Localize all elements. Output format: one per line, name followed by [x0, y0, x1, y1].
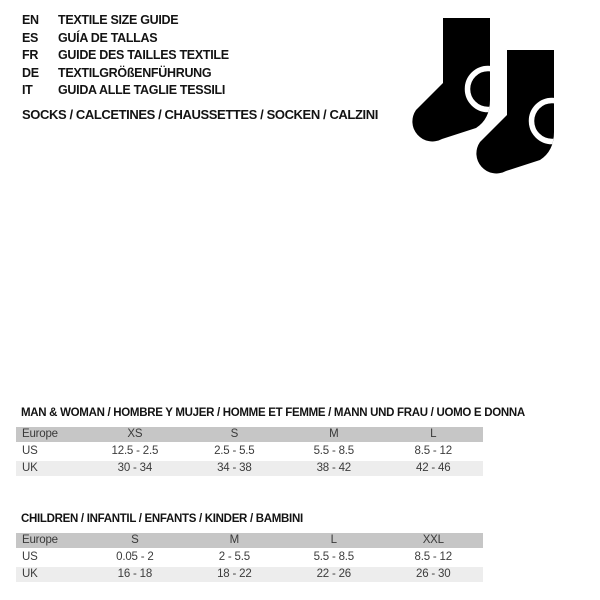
table-title-children: CHILDREN / INFANTIL / ENFANTS / KINDER / BAMBINI [21, 513, 303, 525]
cell-value: 22 - 26 [284, 567, 383, 582]
cell-value: 18 - 22 [185, 567, 284, 582]
size-table-children [16, 531, 483, 584]
table-header-row [16, 427, 483, 442]
socks-icon [408, 16, 558, 178]
language-row-it [22, 82, 229, 100]
language-code: EN [22, 13, 39, 27]
language-title: GUÍA DE TALLAS [58, 30, 158, 45]
column-header-s: S [185, 427, 284, 442]
language-title: GUIDA ALLE TAGLIE TESSILI [58, 83, 226, 98]
language-row-en [22, 12, 229, 30]
language-row-fr [22, 47, 229, 65]
row-label-us: US [22, 551, 38, 563]
language-code: FR [22, 48, 39, 63]
column-header-l: L [284, 533, 383, 548]
cell-value: 2.5 - 5.5 [214, 445, 255, 457]
table-row-uk [16, 567, 483, 582]
cell-value: 8.5 - 12 [414, 551, 452, 563]
size-table-man-woman [16, 425, 483, 478]
row-label-us: US [22, 445, 38, 457]
table-row-uk [16, 461, 483, 476]
cell-value: 26 - 30 [384, 567, 483, 582]
cell-value: 34 - 38 [185, 461, 284, 476]
language-title: GUIDE DES TAILLES TEXTILE [58, 48, 229, 63]
language-code: IT [22, 83, 33, 98]
column-header-europe: Europe [16, 533, 85, 548]
language-row-de [22, 65, 229, 83]
row-label-uk: UK [16, 461, 85, 476]
language-list [22, 12, 229, 100]
table-row-us [16, 444, 483, 459]
language-code: DE [22, 65, 39, 80]
column-header-xs: XS [85, 427, 184, 442]
cell-value: 0.05 - 2 [116, 551, 154, 563]
sock-back [412, 18, 508, 141]
section-children [16, 512, 483, 584]
column-header-m: M [185, 533, 284, 548]
language-code: ES [22, 30, 39, 45]
cell-value: 12.5 - 2.5 [111, 445, 159, 457]
cell-value: 42 - 46 [384, 461, 483, 476]
language-row-es [22, 30, 229, 48]
cell-value: 5.5 - 8.5 [313, 445, 354, 457]
language-title: TEXTILE SIZE GUIDE [58, 13, 179, 27]
category-title: SOCKS / CALCETINES / CHAUSSETTES / SOCKEN / CALZINI [22, 107, 378, 122]
cell-value: 30 - 34 [85, 461, 184, 476]
table-header-row [16, 533, 483, 548]
cell-value: 2 - 5.5 [218, 551, 250, 563]
cell-value: 16 - 18 [85, 567, 184, 582]
table-title-man-woman: MAN & WOMAN / HOMBRE Y MUJER / HOMME ET FEMME / MANN UND FRAU / UOMO E DONNA [21, 407, 525, 419]
cell-value: 5.5 - 8.5 [313, 551, 354, 563]
table-row-us [16, 550, 483, 565]
language-title: TEXTILGRÖßENFÜHRUNG [58, 65, 212, 80]
column-header-s: S [85, 533, 184, 548]
cell-value: 8.5 - 12 [414, 445, 452, 457]
column-header-l: L [384, 427, 483, 442]
column-header-xxl: XXL [384, 533, 483, 548]
section-man-woman [16, 406, 525, 478]
cell-value: 38 - 42 [284, 461, 383, 476]
row-label-uk: UK [16, 567, 85, 582]
column-header-europe: Europe [16, 427, 85, 442]
column-header-m: M [284, 427, 383, 442]
